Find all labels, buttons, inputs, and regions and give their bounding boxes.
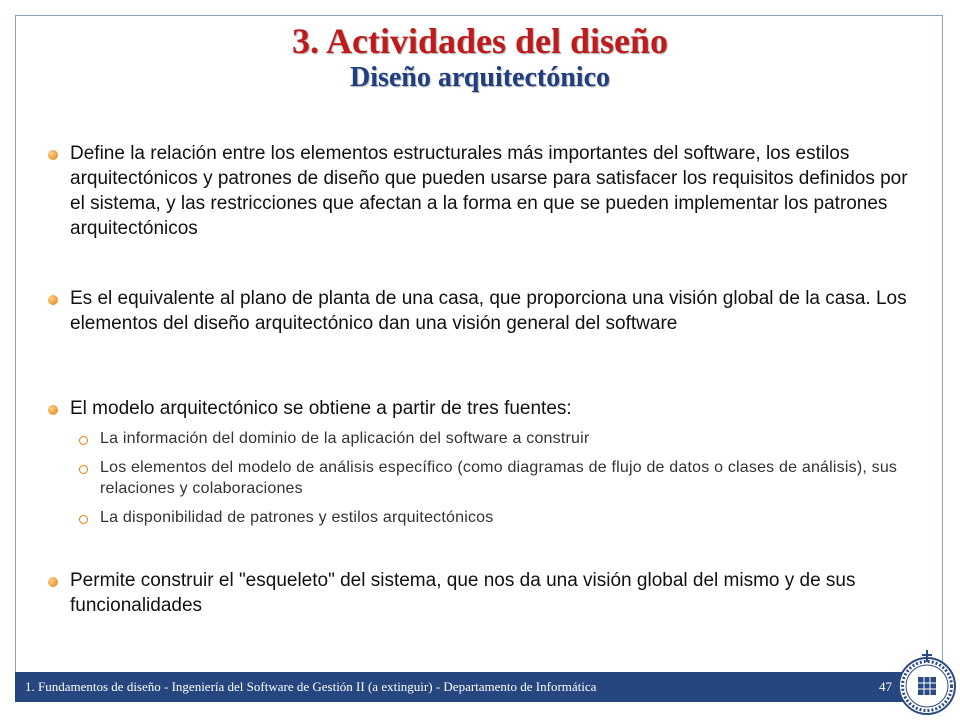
sub-bullet-item: La disponibilidad de patrones y estilos arquitectónicos	[100, 509, 494, 526]
bullet-item: Permite construir el "esqueleto" del sistema, que nos da una visión global del mismo y de sus funcionalidades	[70, 570, 856, 616]
sub-bullet-ring-icon	[79, 436, 88, 445]
footer-bar	[15, 672, 908, 702]
bullet-dot-icon	[48, 150, 58, 160]
sub-bullet-ring-icon	[79, 515, 88, 524]
bullet-dot-icon	[48, 405, 58, 415]
bullet-item: Define la relación entre los elementos estructurales más importantes del software, los estilos arquitectónicos y patrones de diseño que pueden usarse para satisfacer los requisitos definidos por el sistema, y las restricciones que afectan a la forma en que se pueden implementar los patrones arquitectónicos	[70, 143, 908, 239]
bullet-item: El modelo arquitectónico se obtiene a partir de tres fuentes:	[70, 398, 572, 419]
page-number: 47	[879, 679, 892, 694]
bullet-item: Es el equivalente al plano de planta de una casa, que proporciona una visión global de la casa. Los elementos del diseño arquitectónico dan una visión general del software	[70, 288, 907, 334]
university-seal-icon	[896, 648, 958, 718]
sub-bullet-item: Los elementos del modelo de análisis específico (como diagramas de flujo de datos o clases de análisis), sus relaciones y colaboraciones	[100, 459, 898, 497]
slide-subtitle: Diseño arquitectónico	[349, 62, 611, 93]
sub-bullet-ring-icon	[79, 465, 88, 474]
footer-text: 1. Fundamentos de diseño - Ingeniería del Software de Gestión II (a extinguir) - Departamento de Informática	[25, 679, 597, 694]
bullet-dot-icon	[48, 577, 58, 587]
bullet-dot-icon	[48, 295, 58, 305]
sub-bullet-item: La información del dominio de la aplicación del software a construir	[100, 430, 590, 447]
slide-title: 3. Actividades del diseño	[291, 21, 669, 61]
